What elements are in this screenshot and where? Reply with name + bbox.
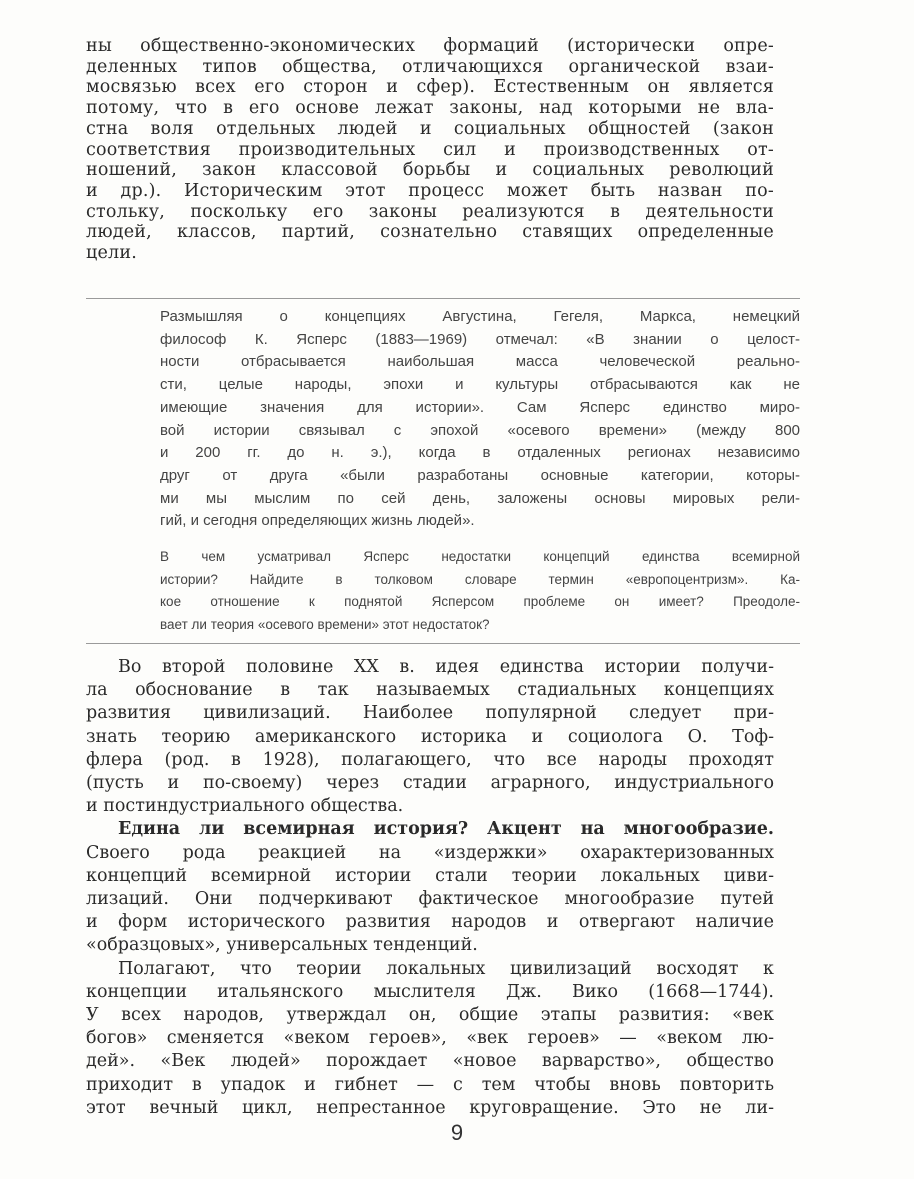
text-line: кое отношение к поднятой Ясперсом проблеме он имеет? Преодоле- [160, 594, 800, 610]
text-line: стна воля отдельных людей и социальных общностей (закон [86, 118, 774, 139]
text-line: флера (род. в 1928), полагающего, что все народы проходят [86, 749, 774, 770]
sidebar-quote-box [160, 306, 800, 637]
text-line: деленных типов общества, отличающихся органической взаи- [86, 56, 774, 77]
text-line: и постиндустриального общества. [86, 796, 404, 817]
text-line: У всех народов, утверждал он, общие этапы развития: «век [86, 1005, 774, 1026]
text-line: соответствия производительных сил и производственных от- [86, 139, 774, 160]
text-line: Своего рода реакцией на «издержки» охарактеризованных [86, 842, 774, 863]
text-line: развития цивилизаций. Наиболее популярной следует при- [86, 703, 774, 724]
text-line: истории? Найдите в толковом словаре термин «европоцентризм». Ка- [160, 571, 800, 587]
text-line: вой истории связывал с эпохой «осевого времени» (между 800 [160, 421, 800, 439]
text-line: концепций всемирной истории стали теории локальных циви- [86, 865, 774, 886]
paragraph-stadial-concepts [86, 656, 774, 818]
text-line: дей». «Век людей» порождает «новое варварство», общество [86, 1051, 774, 1072]
text-line: богов» сменяется «веком героев», «век героев» — «веком лю- [86, 1028, 774, 1049]
text-line: Размышляя о концепциях Августина, Гегеля, Маркса, немецкий [160, 308, 800, 325]
text-line: и 200 гг. до н. э.), когда в отдаленных регионах независимо [160, 444, 800, 462]
text-line: имеющие значения для истории». Сам Ясперс единство миро- [160, 398, 800, 416]
text-line: гий, и сегодня определяющих жизнь людей». [160, 512, 475, 530]
text-line: ности отбрасывается наибольшая масса человеческой реально- [160, 353, 800, 371]
text-line: Полагают, что теории локальных цивилизаций восходят к [118, 958, 774, 979]
text-line: приходит в упадок и гибнет — с тем чтобы вновь повторить [86, 1074, 774, 1095]
text-line: и форм исторического развития народов и отвергают наличие [86, 912, 774, 933]
paragraph-vico [86, 958, 774, 1120]
text-line: ны общественно-экономических формаций (исторически опре- [86, 36, 774, 56]
box-bottom-rule [86, 643, 800, 644]
text-line: вает ли теория «осевого времени» этот недостаток? [160, 617, 490, 633]
section-heading: Едина ли всемирная история? Акцент на многообразие. [118, 819, 774, 840]
text-line: (пусть и по-своему) через стадии аграрного, индустриального [86, 773, 774, 794]
text-line: Во второй половине XX в. идея единства истории получи- [118, 657, 774, 677]
text-line: лизаций. Они подчеркивают фактическое многообразие путей [86, 889, 774, 910]
text-line: этот вечный цикл, непрестанное круговращение. Это не ли- [86, 1097, 774, 1118]
text-line: друг от друга «были разработаны основные категории, которы- [160, 466, 800, 484]
paragraph-local-civilizations [86, 818, 774, 957]
text-line: и др.). Историческим этот процесс может быть назван по- [86, 180, 774, 201]
jaspers-quote [160, 306, 800, 533]
review-question [160, 546, 800, 637]
text-line: ла обоснование в так называемых стадиальных концепциях [86, 680, 774, 701]
text-line: концепции итальянского мыслителя Дж. Вико (1668—1744). [86, 981, 774, 1002]
text-line: знать теорию американского историка и социолога О. Тоф- [86, 726, 774, 747]
main-text [86, 656, 774, 1120]
text-line: «образцовых», универсальных тенденций. [86, 935, 478, 956]
text-line: философ К. Ясперс (1883—1969) отмечал: «В знании о целост- [160, 330, 800, 348]
text-line: стольку, поскольку его законы реализуются в деятельности [86, 201, 774, 222]
paragraph-continued [86, 36, 774, 264]
text-line: мосвязью всех его сторон и сфер). Естественным он является [86, 77, 774, 98]
text-line: сти, целые народы, эпохи и культуры отбрасываются как не [160, 376, 800, 394]
text-line: ношений, закон классовой борьбы и социальных революций [86, 160, 774, 181]
text-line: людей, классов, партий, сознательно ставящих определенные [86, 222, 774, 243]
text-line: В чем усматривал Ясперс недостатки концепций единства всемирной [160, 549, 800, 565]
page-number: 9 [450, 1120, 464, 1145]
text-line: ми мы мыслим по сей день, заложены основы мировых рели- [160, 489, 800, 507]
text-line: потому, что в его основе лежат законы, над которыми не вла- [86, 98, 774, 119]
text-line: цели. [86, 243, 137, 264]
section-heading-line [86, 818, 774, 841]
box-top-rule [86, 298, 800, 299]
